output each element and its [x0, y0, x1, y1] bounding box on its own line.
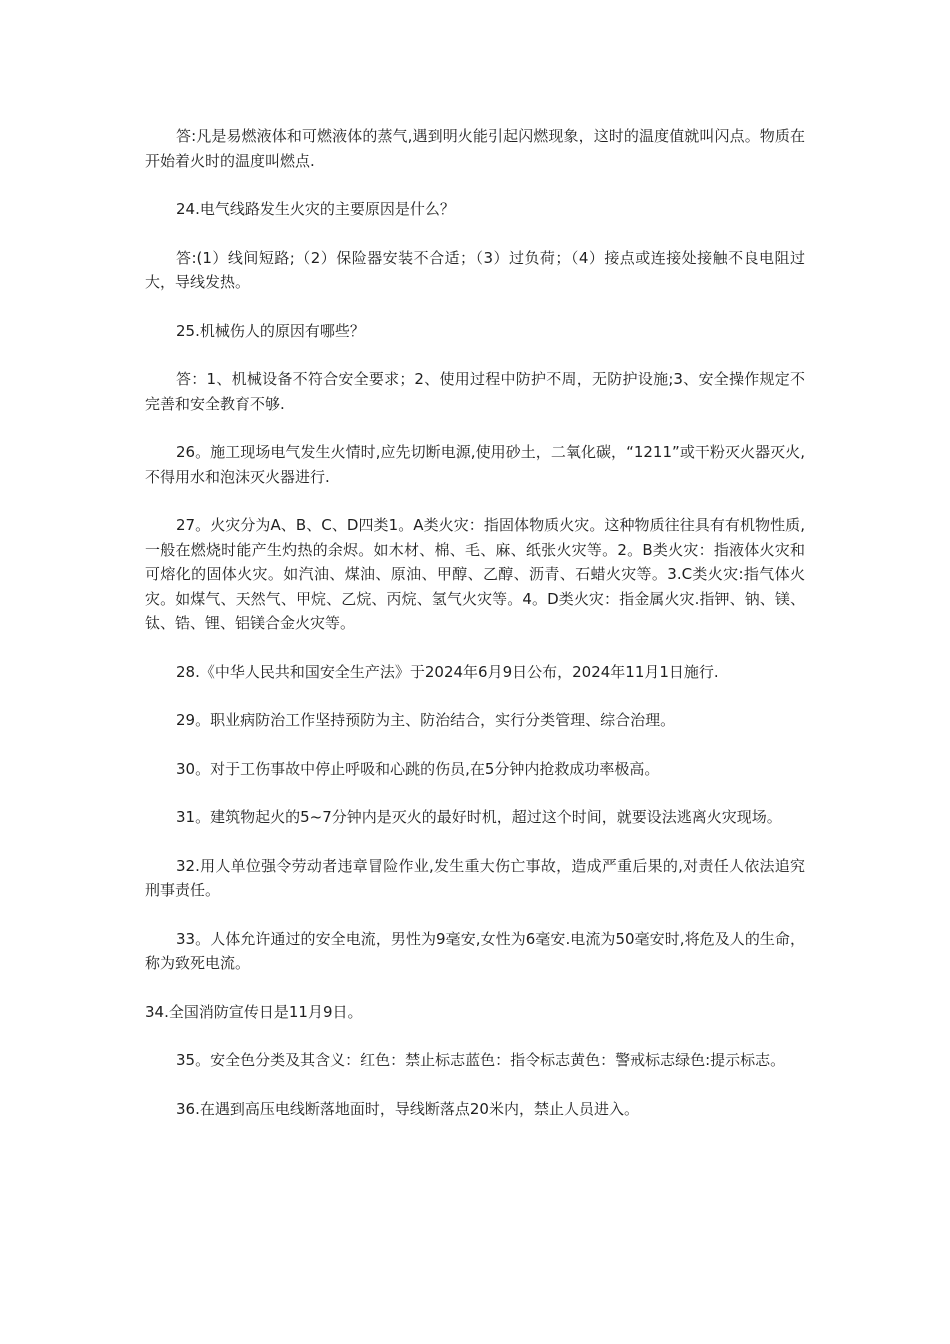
- item-32: 32.用人单位强令劳动者违章冒险作业,发生重大伤亡事故，造成严重后果的,对责任人依法追究刑事责任。: [145, 856, 805, 899]
- item-34: 34.全国消防宣传日是11月9日。: [145, 1002, 363, 1021]
- item-28: 28.《中华人民共和国安全生产法》于2024年6月9日公布，2024年11月1日施行.: [176, 662, 719, 681]
- item-30: 30。对于工伤事故中停止呼吸和心跳的伤员,在5分钟内抢救成功率极高。: [176, 759, 660, 778]
- answer-23-flash-point: 答:凡是易燃液体和可燃液体的蒸气,遇到明火能引起闪燃现象，这时的温度值就叫闪点。物质在开始着火时的温度叫燃点.: [145, 127, 805, 170]
- item-29: 29。职业病防治工作坚持预防为主、防治结合，实行分类管理、综合治理。: [176, 711, 676, 729]
- item-36: 36.在遇到高压电线断落地面时，导线断落点20米内，禁止人员进入。: [176, 1099, 639, 1118]
- item-27: 27。火灾分为A、B、C、D四类1。A类火灾：指固体物质火灾。这种物质往往具有有机物性质,一般在燃烧时能产生灼热的余烬。如木材、棉、毛、麻、纸张火灾等。2。B类火灾：指液体火灾和可熔化的固体火灾。如汽油、煤油、原油、甲醇、乙醇、沥青、石蜡火灾等。3.C类火灾:指气体火灾。如煤气、天然气、甲烷、乙烷、丙烷、氢气火灾等。4。D类火灾：指金属火灾.指钾、钠、镁、钛、锆、锂、铝镁合金火灾等。: [145, 516, 805, 632]
- answer-25: 答：1、机械设备不符合安全要求；2、使用过程中防护不周，无防护设施;3、安全操作规定不完善和安全教育不够.: [145, 370, 805, 413]
- question-25: 25.机械伤人的原因有哪些？: [176, 321, 365, 340]
- question-24: 24.电气线路发生火灾的主要原因是什么？: [176, 200, 455, 218]
- item-33: 33。人体允许通过的安全电流，男性为9毫安,女性为6毫安.电流为50毫安时,将危及人的生命，称为致死电流。: [145, 929, 805, 972]
- document-body: [145, 124, 805, 1145]
- answer-24: 答:(1）线间短路;（2）保险器安装不合适；（3）过负荷；（4）接点或连接处接触不良电阻过大，导线发热。: [145, 248, 805, 291]
- item-26: 26。施工现场电气发生火情时,应先切断电源,使用砂土，二氧化碳，“1211”或干粉灭火器灭火,不得用水和泡沫灭火器进行.: [145, 443, 805, 486]
- item-35: 35。安全色分类及其含义：红色：禁止标志蓝色：指令标志黄色：警戒标志绿色:提示标志。: [176, 1051, 786, 1069]
- item-31: 31。建筑物起火的5~7分钟内是灭火的最好时机，超过这个时间，就要设法逃离火灾现场。: [176, 808, 782, 826]
